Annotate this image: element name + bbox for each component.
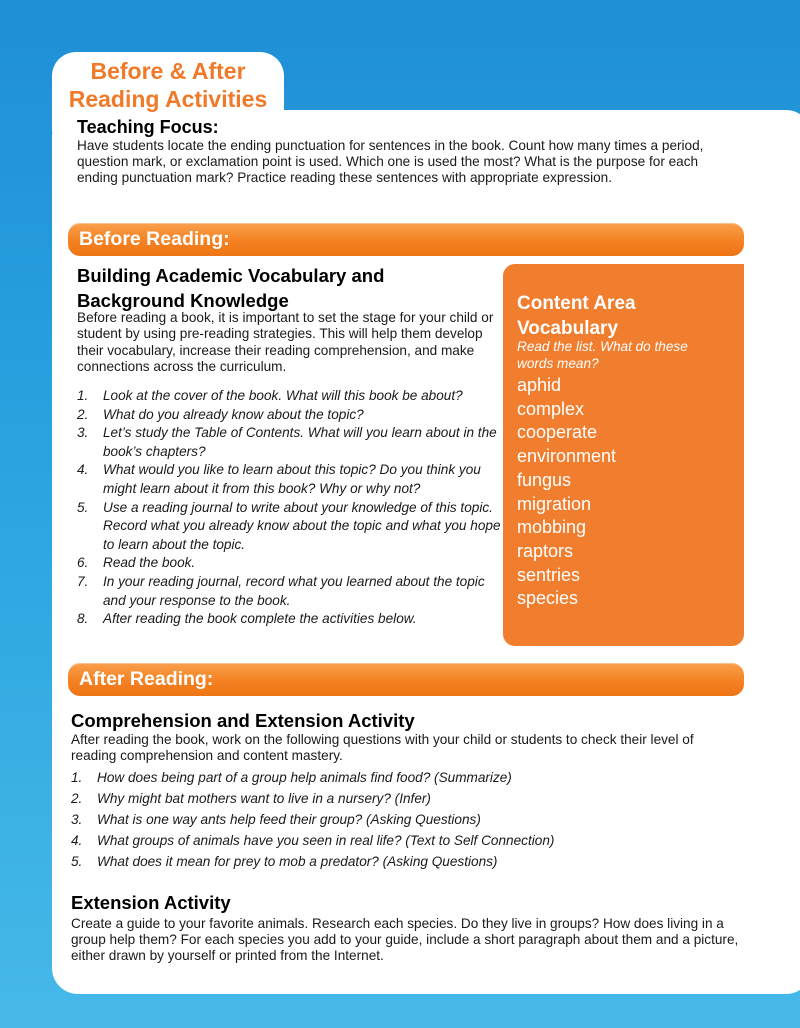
vocabulary-box-title: Content Area Vocabulary [517, 293, 636, 339]
extension-activity-heading: Extension Activity [71, 892, 231, 913]
list-item-text: What is one way ants help feed their group? (Asking Questions) [97, 812, 481, 827]
list-number: 2. [71, 791, 83, 806]
list-number: 8. [77, 611, 89, 627]
comprehension-question [71, 809, 711, 830]
list-number: 1. [71, 770, 83, 785]
comprehension-heading: Comprehension and Extension Activity [71, 710, 415, 731]
list-number: 5. [71, 854, 83, 869]
list-number: 3. [71, 812, 83, 827]
list-number: 3. [77, 425, 89, 441]
list-item-text: Use a reading journal to write about your knowledge of this topic. Record what you already know about the topic and what you hope to learn about the topic. [103, 499, 501, 552]
vocabulary-word: species [517, 588, 579, 609]
list-item-text: What does it mean for prey to mob a predator? (Asking Questions) [97, 854, 498, 869]
list-number: 4. [77, 462, 89, 478]
list-number: 5. [77, 499, 89, 515]
before-reading-step [77, 387, 502, 406]
vocabulary-section-heading: Building Academic Vocabulary and Background Knowledge [77, 265, 385, 311]
page-title [52, 57, 284, 113]
vocabulary-word: mobbing [517, 517, 587, 538]
vocabulary-word: migration [517, 493, 592, 514]
teaching-focus-text: Have students locate the ending punctuation for sentences in the book. Count how many times a period, question mark, or exclamation point is used. Which one is used the most? What is the purpose for each ending punctuation mark? Practice reading these sentences with appropriate expression. [77, 138, 704, 185]
vocabulary-word: complex [517, 398, 585, 419]
list-item-text: What groups of animals have you seen in real life? (Text to Self Connection) [97, 833, 555, 848]
list-item-text: Why might bat mothers want to live in a nursery? (Infer) [97, 791, 431, 806]
teaching-focus-heading: Teaching Focus: [77, 117, 219, 137]
comprehension-intro: After reading the book, work on the following questions with your child or students to check their level of reading comprehension and content mastery. [71, 732, 694, 763]
list-item-text: Let’s study the Table of Contents. What will you learn about in the book’s chapters? [103, 425, 497, 459]
list-number: 2. [77, 406, 89, 422]
vocabulary-word: aphid [517, 375, 562, 395]
before-reading-step [77, 461, 502, 498]
extension-activity-text: Create a guide to your favorite animals. Research each species. Do they live in groups? How does living in a group help them? For each species you add to your guide, include a short paragraph about them and a picture, either drawn by yourself or printed from the Internet. [71, 916, 739, 963]
before-reading-step [77, 499, 502, 555]
vocabulary-word: cooperate [517, 422, 598, 443]
vocabulary-word-list [517, 374, 616, 611]
comprehension-question [71, 851, 711, 872]
comprehension-question [71, 830, 711, 851]
before-reading-step [77, 554, 502, 573]
before-reading-step [77, 406, 502, 425]
comprehension-question [71, 788, 711, 809]
list-item-text: After reading the book complete the activities below. [103, 611, 417, 627]
list-number: 7. [77, 573, 89, 589]
vocabulary-word: fungus [517, 469, 572, 490]
after-reading-banner: After Reading: [68, 663, 744, 696]
list-number: 6. [77, 555, 89, 571]
vocabulary-word: environment [517, 446, 617, 467]
vocabulary-box-subtitle: Read the list. What do these words mean? [517, 339, 688, 371]
before-reading-step [77, 610, 502, 629]
list-item-text: What do you already know about the topic? [103, 406, 364, 422]
list-number: 1. [77, 388, 89, 403]
before-reading-step [77, 573, 502, 610]
list-item-text: Read the book. [103, 555, 196, 571]
list-item-text: In your reading journal, record what you learned about the topic and your response to the book. [103, 573, 485, 608]
content-area-vocabulary-box [503, 264, 744, 646]
vocabulary-word: sentries [517, 564, 581, 585]
before-reading-steps [77, 387, 502, 629]
list-item-text: What would you like to learn about this topic? Do you think you might learn about it from this book? Why or why not? [103, 462, 481, 496]
comprehension-questions [71, 767, 711, 872]
before-reading-banner: Before Reading: [68, 223, 744, 256]
list-item-text: Look at the cover of the book. What will this book be about? [103, 388, 463, 403]
list-number: 4. [71, 833, 83, 848]
comprehension-question [71, 767, 711, 788]
vocabulary-word: raptors [517, 540, 574, 561]
before-reading-intro: Before reading a book, it is important to set the stage for your child or student by using pre-reading strategies. This will help them develop their vocabulary, increase their reading comprehension, and make connections across the curriculum. [77, 310, 494, 374]
page-title-line2: Reading Activities [68, 86, 268, 112]
before-reading-step [77, 424, 502, 461]
page-title-line1: Before & After [90, 58, 246, 84]
list-item-text: How does being part of a group help animals find food? (Summarize) [97, 770, 512, 785]
